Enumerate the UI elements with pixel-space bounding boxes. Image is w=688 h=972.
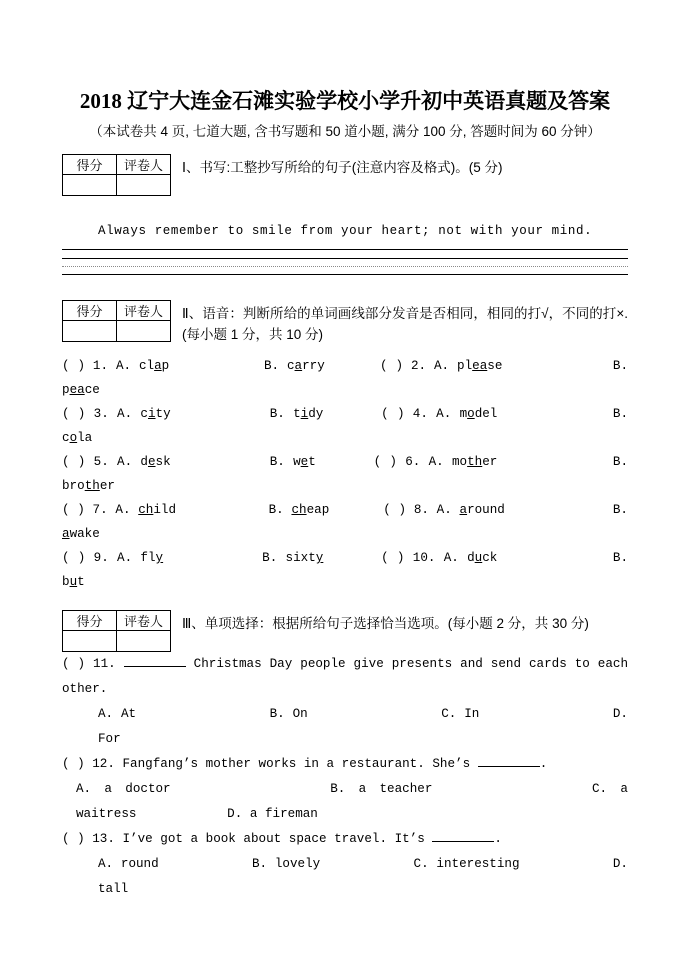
choice-option[interactable]: D. For bbox=[98, 707, 628, 746]
choice-question-stem bbox=[62, 827, 628, 852]
option-label-b: B. bbox=[269, 455, 285, 469]
question-number: 1. bbox=[92, 359, 109, 373]
guide-line-group bbox=[62, 249, 628, 275]
question-number: 7. bbox=[92, 503, 108, 517]
guide-gap bbox=[62, 250, 628, 258]
word-option: duck bbox=[467, 551, 498, 565]
table-row bbox=[63, 321, 171, 342]
phonetics-question-list bbox=[62, 345, 628, 594]
score-table-section-2 bbox=[62, 300, 171, 342]
choice-option-row bbox=[62, 777, 628, 827]
phonetics-question-row bbox=[62, 354, 628, 402]
underlined-letters: th bbox=[84, 479, 100, 493]
phonetics-question-row bbox=[62, 402, 628, 450]
answer-blank[interactable] bbox=[478, 766, 540, 767]
option-label-a: A. bbox=[115, 359, 132, 373]
score-value-cell[interactable] bbox=[63, 321, 117, 342]
underlined-letters: ea bbox=[472, 359, 488, 373]
option-label-b: B. bbox=[268, 503, 284, 517]
choice-option[interactable]: B. On bbox=[269, 707, 308, 721]
handwriting-sentence: Always remember to smile from your heart; not with your mind. bbox=[98, 224, 593, 238]
section-1-heading: Ⅰ、书写:工整抄写所给的句子(注意内容及格式)。(5 分) bbox=[182, 160, 503, 175]
choice-option[interactable]: A. round bbox=[98, 857, 159, 871]
word-option: model bbox=[459, 407, 498, 421]
word-option: desk bbox=[140, 455, 171, 469]
word-option: child bbox=[138, 503, 177, 517]
option-label-a: A. bbox=[117, 407, 133, 421]
multiple-choice-question-list bbox=[62, 652, 628, 902]
question-number: 9. bbox=[93, 551, 109, 565]
phonetics-question-row bbox=[62, 546, 628, 594]
score-table-section-3 bbox=[62, 610, 171, 652]
page-title: 2018 辽宁大连金石滩实验学校小学升初中英语真题及答案 bbox=[79, 89, 611, 113]
answer-bracket[interactable]: ( ) bbox=[62, 359, 86, 373]
word-option: tidy bbox=[293, 407, 324, 421]
underlined-letters: u bbox=[474, 551, 483, 565]
score-header-cell: 得分 bbox=[63, 155, 117, 175]
choice-option[interactable]: B. lovely bbox=[251, 857, 321, 871]
score-table-section-1 bbox=[62, 154, 171, 196]
underlined-letters: a bbox=[294, 359, 303, 373]
table-row bbox=[63, 155, 171, 175]
grader-header-cell: 评卷人 bbox=[117, 155, 171, 175]
question-number: 13. bbox=[92, 832, 115, 846]
word-option: awake bbox=[62, 527, 100, 541]
word-option: cola bbox=[62, 431, 93, 445]
question-number: 10. bbox=[412, 551, 436, 565]
answer-bracket[interactable]: ( ) bbox=[62, 832, 85, 846]
option-label-b: B. bbox=[612, 407, 629, 421]
option-label-a: A. bbox=[434, 359, 450, 373]
answer-bracket[interactable]: ( ) bbox=[62, 455, 86, 469]
choice-option[interactable]: D. tall bbox=[98, 857, 628, 896]
grader-value-cell[interactable] bbox=[117, 321, 171, 342]
word-option: brother bbox=[62, 479, 115, 493]
word-option: wet bbox=[293, 455, 316, 469]
underlined-letters: th bbox=[467, 455, 483, 469]
page-content bbox=[62, 0, 628, 902]
question-number: 2. bbox=[410, 359, 427, 373]
answer-blank[interactable] bbox=[432, 841, 494, 842]
word-option: cheap bbox=[291, 503, 330, 517]
choice-option[interactable]: C. a waitress bbox=[76, 782, 628, 821]
table-row bbox=[63, 631, 171, 652]
answer-bracket[interactable]: ( ) bbox=[381, 407, 405, 421]
answer-blank[interactable] bbox=[124, 666, 186, 667]
underlined-letters: o bbox=[467, 407, 475, 421]
word-option: but bbox=[62, 575, 85, 589]
table-row bbox=[63, 611, 171, 631]
answer-bracket[interactable]: ( ) bbox=[383, 503, 407, 517]
choice-option[interactable]: C. In bbox=[441, 707, 480, 721]
score-header-cell: 得分 bbox=[63, 611, 117, 631]
choice-option[interactable]: B. a teacher bbox=[330, 782, 433, 796]
question-number: 11. bbox=[93, 657, 116, 671]
option-label-b: B. bbox=[612, 503, 628, 517]
option-label-a: A. bbox=[436, 503, 452, 517]
score-value-cell[interactable] bbox=[63, 631, 117, 652]
score-value-cell[interactable] bbox=[63, 175, 117, 196]
underlined-letters: a bbox=[154, 359, 162, 373]
table-row bbox=[63, 301, 171, 321]
section-3-heading: Ⅲ、单项选择：根据所给句子选择恰当选项。(每小题 2 分，共 30 分) bbox=[182, 616, 589, 631]
section-1-header bbox=[62, 154, 628, 196]
grader-value-cell[interactable] bbox=[117, 175, 171, 196]
grader-header-cell: 评卷人 bbox=[117, 301, 171, 321]
word-option: mother bbox=[452, 455, 498, 469]
guide-gap bbox=[62, 259, 628, 266]
stem-text-after: . bbox=[539, 757, 548, 771]
grader-header-cell: 评卷人 bbox=[117, 611, 171, 631]
word-option: clap bbox=[138, 359, 170, 373]
guide-line-baseline bbox=[62, 274, 628, 275]
option-label-b: B. bbox=[263, 359, 280, 373]
underlined-letters: i bbox=[300, 407, 309, 421]
phonetics-question-row bbox=[62, 498, 628, 546]
answer-bracket[interactable]: ( ) bbox=[373, 455, 397, 469]
underlined-letters: e bbox=[147, 455, 156, 469]
underlined-letters: a bbox=[62, 527, 70, 541]
grader-value-cell[interactable] bbox=[117, 631, 171, 652]
question-number: 12. bbox=[92, 757, 115, 771]
choice-question-stem bbox=[62, 752, 628, 777]
stem-text-before: Fangfang’s mother works in a restaurant. She’s bbox=[122, 757, 478, 771]
question-number: 5. bbox=[93, 455, 109, 469]
section-2-heading: Ⅱ、语音：判断所给的单词画线部分发音是否相同，相同的打√，不同的打×.(每小题 1 分，共 10 分) bbox=[182, 306, 628, 342]
option-label-b: B. bbox=[612, 455, 629, 469]
phonetics-question-row bbox=[62, 450, 628, 498]
word-option: fly bbox=[140, 551, 164, 565]
option-label-b: B. bbox=[262, 551, 278, 565]
option-label-a: A. bbox=[117, 551, 133, 565]
choice-option-row bbox=[62, 852, 628, 902]
option-label-b: B. bbox=[269, 407, 285, 421]
choice-option[interactable]: A. At bbox=[98, 707, 137, 721]
answer-bracket[interactable]: ( ) bbox=[62, 657, 86, 671]
answer-bracket[interactable]: ( ) bbox=[381, 551, 405, 565]
stem-text-after: Christmas Day people give presents and send cards to each other. bbox=[62, 657, 629, 696]
page-subtitle: （本试卷共 4 页, 七道大题, 含书写题和 50 道小题, 满分 100 分, 答题时间为 60 分钟） bbox=[89, 124, 601, 139]
option-label-a: A. bbox=[428, 455, 444, 469]
answer-bracket[interactable]: ( ) bbox=[62, 551, 86, 565]
stem-text-before: I’ve got a book about space travel. It’s bbox=[122, 832, 433, 846]
section-3-header bbox=[62, 610, 628, 652]
handwriting-guide-lines bbox=[62, 249, 628, 275]
underlined-letters: i bbox=[147, 407, 156, 421]
word-option: around bbox=[459, 503, 505, 517]
underlined-letters: a bbox=[459, 503, 468, 517]
answer-bracket[interactable]: ( ) bbox=[62, 757, 85, 771]
section-2-header bbox=[62, 300, 628, 345]
word-option: peace bbox=[62, 383, 100, 397]
question-number: 4. bbox=[412, 407, 428, 421]
option-label-a: A. bbox=[443, 551, 459, 565]
underlined-letters: ch bbox=[138, 503, 154, 517]
option-label-b: B. bbox=[612, 551, 629, 565]
word-option: city bbox=[140, 407, 171, 421]
question-number: 8. bbox=[413, 503, 429, 517]
underlined-letters: ch bbox=[291, 503, 307, 517]
guide-gap bbox=[62, 267, 628, 274]
question-number: 6. bbox=[405, 455, 421, 469]
underlined-letters: ea bbox=[69, 383, 85, 397]
choice-option-row bbox=[62, 702, 628, 752]
option-label-a: A. bbox=[115, 503, 131, 517]
choice-question-stem bbox=[62, 652, 628, 702]
answer-bracket[interactable]: ( ) bbox=[380, 359, 404, 373]
underlined-letters: o bbox=[69, 431, 78, 445]
word-option: carry bbox=[286, 359, 325, 373]
underlined-letters: e bbox=[300, 455, 309, 469]
underlined-letters: y bbox=[155, 551, 164, 565]
stem-text-after: . bbox=[494, 832, 502, 846]
underlined-letters: y bbox=[315, 551, 324, 565]
underlined-letters: u bbox=[69, 575, 78, 589]
choice-option[interactable]: C. interesting bbox=[413, 857, 520, 871]
choice-option[interactable]: A. a doctor bbox=[76, 782, 171, 796]
option-label-a: A. bbox=[117, 455, 133, 469]
table-row bbox=[63, 175, 171, 196]
answer-bracket[interactable]: ( ) bbox=[62, 503, 85, 517]
question-number: 3. bbox=[93, 407, 109, 421]
score-header-cell: 得分 bbox=[63, 301, 117, 321]
word-option: sixty bbox=[285, 551, 324, 565]
option-label-b: B. bbox=[612, 359, 629, 373]
word-option: please bbox=[457, 359, 503, 373]
option-label-a: A. bbox=[436, 407, 452, 421]
choice-option[interactable]: D. a fireman bbox=[227, 807, 318, 821]
answer-bracket[interactable]: ( ) bbox=[62, 407, 86, 421]
